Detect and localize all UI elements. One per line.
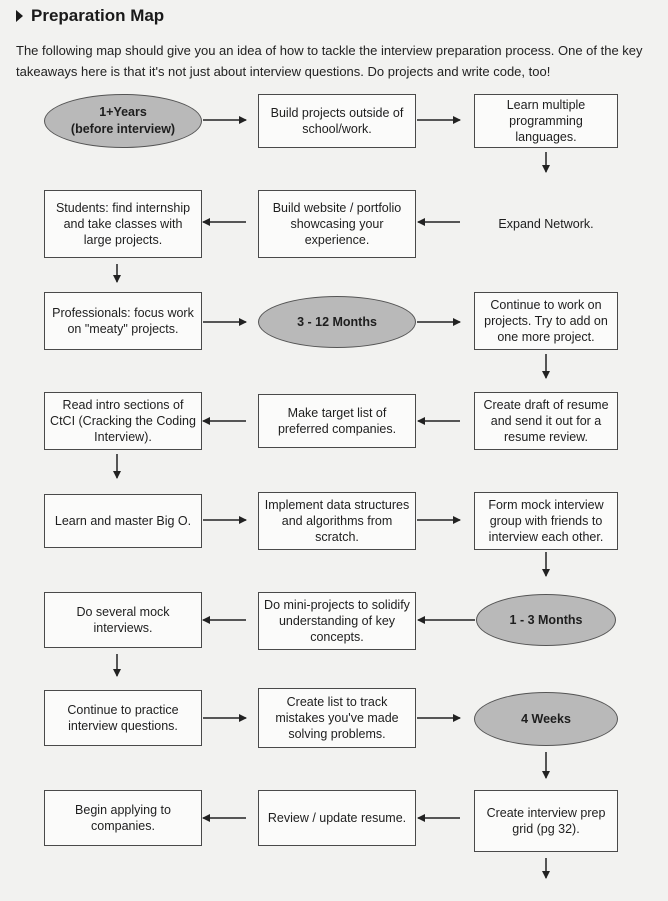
text-expand-network: Expand Network. [498, 217, 594, 231]
box-data-structures: Implement data structures and algorithms from scratch. [258, 492, 416, 550]
box-website: Build website / portfolio showcasing your experience. [258, 190, 416, 258]
box-mock-interviews: Do several mock interviews. [44, 592, 202, 648]
box-target-list: Make target list of preferred companies. [258, 394, 416, 448]
oval-4-weeks-label: 4 Weeks [521, 711, 571, 726]
box-big-o: Learn and master Big O. [44, 494, 202, 548]
box-continue-projects: Continue to work on projects. Try to add on one more project. [474, 292, 618, 350]
oval-1-years [44, 94, 202, 148]
box-mock-group: Form mock interview group with friends to interview each other. [474, 492, 618, 550]
intro-paragraph: The following map should give you an idea of how to tackle the interview preparation process. One of the key takeaways here is that it's not just about interview questions. Do projects and write code, too! [16, 43, 643, 79]
box-mini-projects: Do mini-projects to solidify understanding of key concepts. [258, 592, 416, 650]
oval-1-years-line1: 1+Years [99, 105, 147, 119]
box-learn-languages: Learn multiple programming languages. [474, 94, 618, 148]
box-professionals: Professionals: focus work on "meaty" projects. [44, 292, 202, 350]
box-draft-resume: Create draft of resume and send it out for a resume review. [474, 392, 618, 450]
box-students: Students: find internship and take classes with large projects. [44, 190, 202, 258]
box-prep-grid: Create interview prep grid (pg 32). [474, 790, 618, 852]
heading-text: Preparation Map [31, 6, 165, 25]
box-build-projects: Build projects outside of school/work. [258, 94, 416, 148]
oval-4-weeks [474, 692, 618, 746]
oval-1-3-months-label: 1 - 3 Months [509, 612, 583, 627]
oval-1-3-months [476, 594, 616, 646]
box-read-ctci: Read intro sections of CtCI (Cracking the Coding Interview). [44, 392, 202, 450]
oval-3-12-months-label: 3 - 12 Months [297, 314, 377, 329]
box-track-mistakes: Create list to track mistakes you've made solving problems. [258, 688, 416, 748]
box-practice-questions: Continue to practice interview questions. [44, 690, 202, 746]
oval-3-12-months [258, 296, 416, 348]
oval-1-years-line2: (before interview) [70, 122, 176, 136]
box-apply: Begin applying to companies. [44, 790, 202, 846]
box-review-resume: Review / update resume. [258, 790, 416, 846]
